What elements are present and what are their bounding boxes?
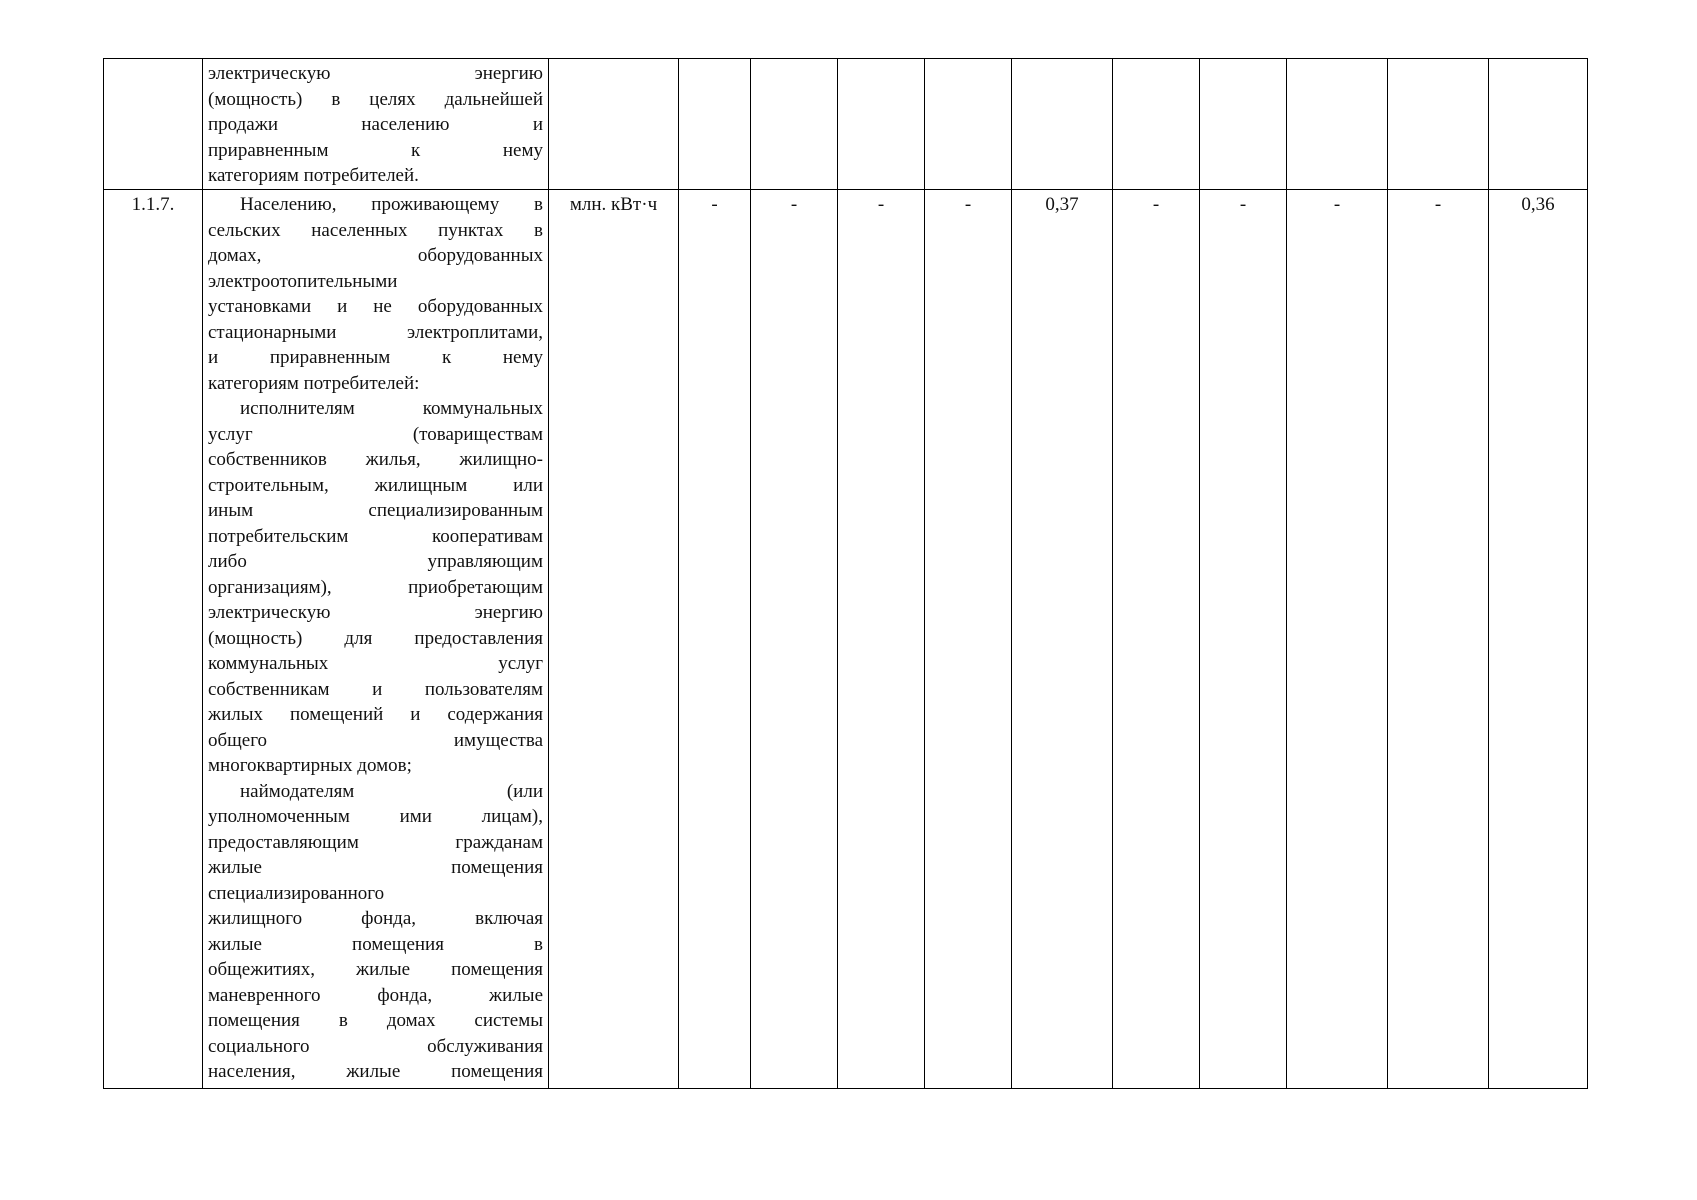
- name-line: специализированного: [208, 882, 385, 904]
- value-cell: [679, 59, 751, 190]
- value: -: [1239, 194, 1247, 215]
- value-cell: [751, 190, 838, 1089]
- value: -: [964, 194, 972, 215]
- data-table: [103, 58, 1588, 1089]
- name-line: сельских населенных пунктах в: [208, 219, 543, 241]
- name-line: жилых помещений и содержания: [208, 704, 543, 725]
- name-line: коммунальных услуг: [208, 653, 543, 674]
- value-cell: [1113, 190, 1200, 1089]
- name-line: населения, жилые помещения: [208, 1061, 543, 1082]
- name-line: жилые помещения: [208, 857, 543, 878]
- name-line: организациям), приобретающим: [208, 576, 543, 598]
- name-line: уполномоченным ими лицам),: [208, 806, 543, 827]
- name-line: электрическую энергию: [208, 602, 543, 623]
- name-line: электроотопительными: [208, 270, 398, 292]
- value-cell: [1287, 190, 1388, 1089]
- value: 0,36: [1521, 194, 1555, 215]
- name-line: домах, оборудованных: [208, 245, 543, 266]
- value: -: [877, 194, 885, 215]
- name-line: социального обслуживания: [208, 1035, 543, 1057]
- name-line: (мощность) в целях дальнейшей: [208, 88, 543, 110]
- row-number: 1.1.7.: [131, 194, 175, 215]
- name-line: иным специализированным: [208, 500, 543, 521]
- name-line: приравненным к нему: [208, 139, 543, 161]
- unit-cell: [549, 190, 679, 1089]
- name-line: стационарными электроплитами,: [208, 321, 543, 343]
- unit-cell: [549, 59, 679, 190]
- value: -: [1152, 194, 1160, 215]
- name-line: собственникам и пользователям: [208, 678, 543, 700]
- name-line: жилые помещения в: [208, 933, 543, 955]
- value-cell: [1489, 190, 1588, 1089]
- value-cell: [1200, 59, 1287, 190]
- name-line: маневренного фонда, жилые: [208, 984, 543, 1006]
- name-line: помещения в домах системы: [208, 1010, 543, 1031]
- value-cell: [751, 59, 838, 190]
- value: -: [1333, 194, 1341, 215]
- name-line: исполнителям коммунальных: [240, 398, 543, 419]
- name-line: общего имущества: [208, 729, 543, 751]
- name-line: продажи населению и: [208, 114, 543, 135]
- name-line: предоставляющим гражданам: [208, 831, 543, 853]
- name-line: собственников жилья, жилищно-: [208, 449, 543, 470]
- name-line: строительным, жилищным или: [208, 474, 543, 496]
- value: -: [711, 194, 718, 215]
- value-cell: [1012, 59, 1113, 190]
- name-line: либо управляющим: [208, 551, 543, 572]
- value-cell: [679, 190, 751, 1089]
- value-cell: [1200, 190, 1287, 1089]
- value-cell: [1113, 59, 1200, 190]
- name-line: общежитиях, жилые помещения: [208, 959, 543, 980]
- name-line: многоквартирных домов;: [208, 755, 412, 776]
- name-line: электрическую энергию: [208, 63, 543, 84]
- name-line: категориям потребителей:: [208, 372, 420, 394]
- value-cell: [838, 59, 925, 190]
- name-line: и приравненным к нему: [208, 347, 543, 368]
- table-row: [104, 190, 1588, 1089]
- value: -: [790, 194, 798, 215]
- table-row: [104, 59, 1588, 190]
- value-cell: [925, 190, 1012, 1089]
- name-line: наймодателям (или: [240, 780, 543, 802]
- name-line: установками и не оборудованных: [208, 296, 543, 317]
- unit-label: млн. кВт·ч: [569, 194, 658, 215]
- name-line: услуг (товариществам: [208, 423, 543, 445]
- value-cell: [1388, 190, 1489, 1089]
- name-line: потребительским кооперативам: [208, 525, 543, 547]
- row-number-cell: [104, 59, 203, 190]
- value-cell: [838, 190, 925, 1089]
- row-number-cell: [104, 190, 203, 1089]
- row-name-cell: [203, 190, 549, 1089]
- name-line: (мощность) для предоставления: [208, 627, 543, 649]
- value-cell: [1489, 59, 1588, 190]
- name-line: Населению, проживающему в: [240, 194, 543, 215]
- value-cell: [1012, 190, 1113, 1089]
- name-line: жилищного фонда, включая: [208, 908, 543, 929]
- value: -: [1434, 194, 1442, 215]
- table-body: [104, 59, 1588, 1089]
- value: 0,37: [1045, 194, 1079, 215]
- value-cell: [1287, 59, 1388, 190]
- value-cell: [1388, 59, 1489, 190]
- value-cell: [925, 59, 1012, 190]
- name-line: категориям потребителей.: [208, 165, 419, 186]
- row-name-cell: [203, 59, 549, 190]
